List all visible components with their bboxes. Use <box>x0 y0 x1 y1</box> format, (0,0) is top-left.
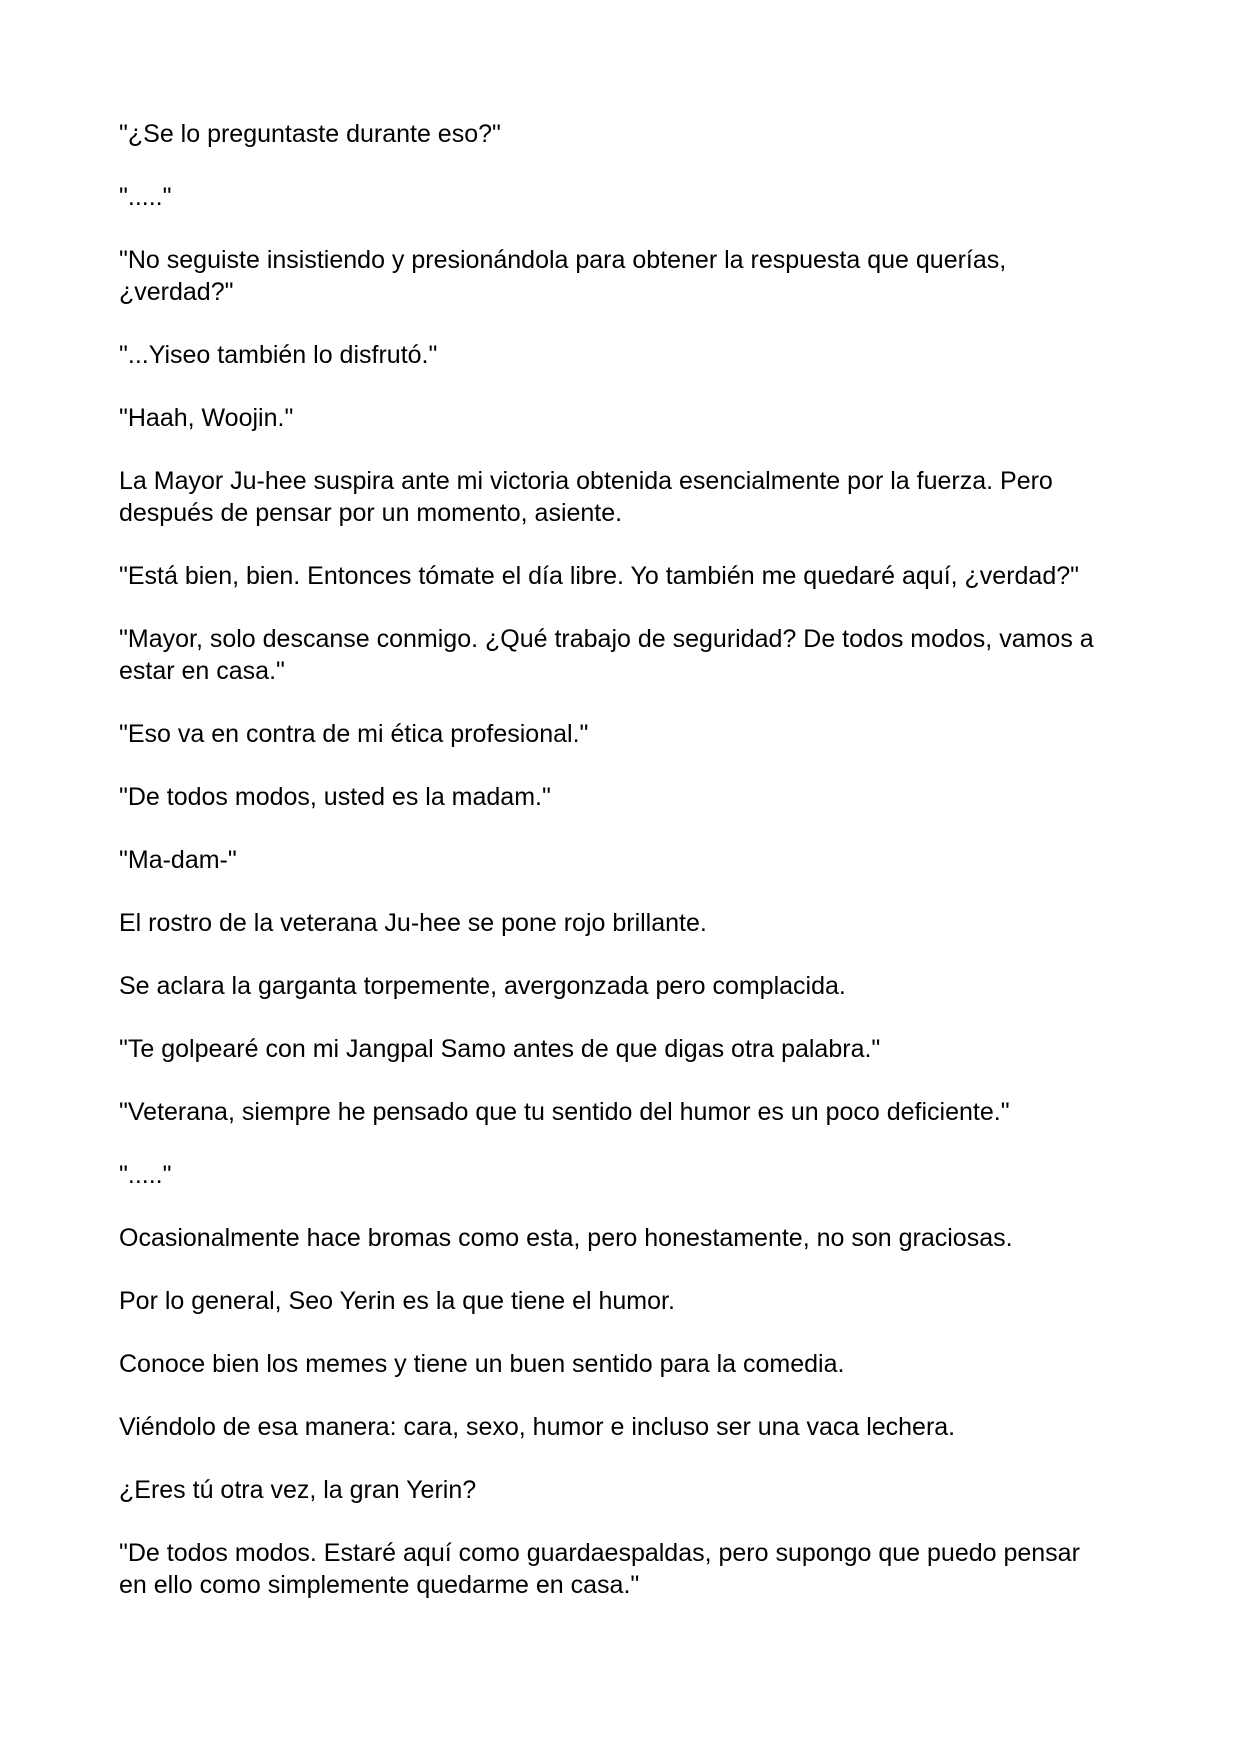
paragraph: "Haah, Woojin." <box>119 404 294 432</box>
document-body <box>119 118 1099 1632</box>
paragraph: "....." <box>119 183 172 211</box>
paragraph: ¿Eres tú otra vez, la gran Yerin? <box>119 1476 477 1504</box>
paragraph: "¿Se lo preguntaste durante eso?" <box>119 120 501 148</box>
paragraph: "Mayor, solo descanse conmigo. ¿Qué trabajo de seguridad? De todos modos, vamos a estar en casa." <box>119 625 1094 685</box>
paragraph: "De todos modos, usted es la madam." <box>119 783 551 811</box>
paragraph: Ocasionalmente hace bromas como esta, pero honestamente, no son graciosas. <box>119 1224 1013 1252</box>
paragraph: Viéndolo de esa manera: cara, sexo, humor e incluso ser una vaca lechera. <box>119 1413 956 1441</box>
paragraph: "Eso va en contra de mi ética profesional." <box>119 720 589 748</box>
paragraph: "Está bien, bien. Entonces tómate el día libre. Yo también me quedaré aquí, ¿verdad?" <box>119 562 1080 590</box>
paragraph: "Ma-dam-" <box>119 846 237 874</box>
paragraph: "No seguiste insistiendo y presionándola para obtener la respuesta que querías, ¿verdad?" <box>119 246 1007 306</box>
paragraph: Conoce bien los memes y tiene un buen sentido para la comedia. <box>119 1350 845 1378</box>
paragraph: "...Yiseo también lo disfrutó." <box>119 341 438 369</box>
paragraph: "....." <box>119 1161 172 1189</box>
paragraph: Por lo general, Seo Yerin es la que tiene el humor. <box>119 1287 675 1315</box>
paragraph: "Veterana, siempre he pensado que tu sentido del humor es un poco deficiente." <box>119 1098 1010 1126</box>
paragraph: La Mayor Ju-hee suspira ante mi victoria obtenida esencialmente por la fuerza. Pero después de pensar por un momento, asiente. <box>119 467 1053 527</box>
paragraph: El rostro de la veterana Ju-hee se pone rojo brillante. <box>119 909 707 937</box>
paragraph: "De todos modos. Estaré aquí como guardaespaldas, pero supongo que puedo pensar en ello como simplemente quedarme en casa." <box>119 1539 1080 1599</box>
paragraph: Se aclara la garganta torpemente, avergonzada pero complacida. <box>119 972 846 1000</box>
paragraph: "Te golpearé con mi Jangpal Samo antes de que digas otra palabra." <box>119 1035 881 1063</box>
